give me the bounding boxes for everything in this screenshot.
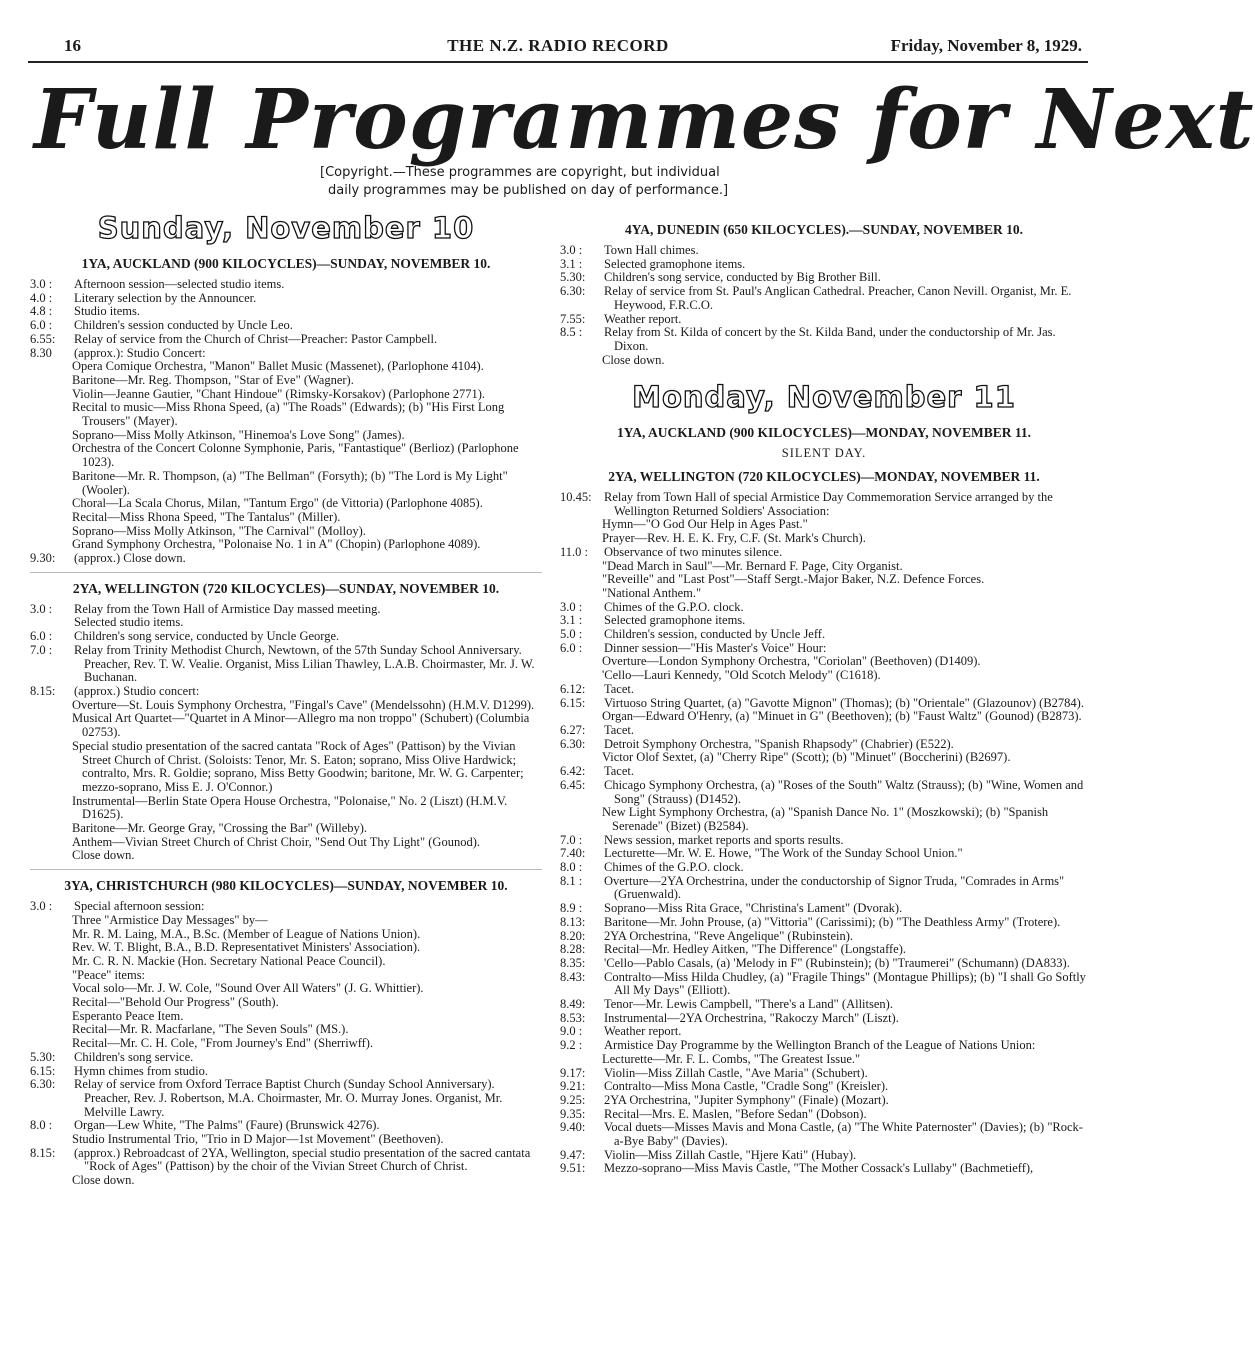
entry-time: 6.30: [560, 284, 586, 299]
entry-text: 'Cello—Pablo Casals, (a) 'Melody in F" (Rubinstein); (b) "Traumerei" (Schumann) (DA833). [604, 955, 1070, 970]
program-item: Close down. [72, 848, 135, 863]
entry-time: 9.30: [30, 551, 56, 566]
entry-time: 5.30: [560, 270, 586, 285]
program-entry [560, 683, 1088, 697]
entry-time: 9.35: [560, 1106, 586, 1121]
program-entry [30, 552, 542, 566]
headline: Full Programmes for Next [34, 72, 1255, 168]
entry-text: Chimes of the G.P.O. clock. [604, 860, 744, 875]
entry-time: 3.0 : [30, 277, 53, 291]
entry-text: Relay from Trinity Methodist Church, Newtown, of the 57th Sunday School Anniversary. Preacher, Rev. T. W. Vealie. Organist, Miss Lilian Thawley, L.A.B. Choirmaster, Mr. J. W. Buchanan. [74, 642, 535, 685]
entry-time: 8.30 [30, 345, 52, 360]
entry-time: 6.45: [560, 777, 586, 792]
entry-time: 3.0 : [30, 601, 53, 616]
page-number: 16 [64, 36, 81, 55]
program-item: Mr. R. M. Laing, M.A., B.Sc. (Member of League of Nations Union). [72, 926, 421, 941]
program-entry [560, 1094, 1088, 1108]
program-entry [560, 779, 1088, 806]
program-entry [560, 834, 1088, 848]
entry-time: 8.5 : [560, 325, 583, 340]
entry-time: 6.27: [560, 722, 586, 737]
copyright-notice [320, 164, 820, 200]
program-entry [560, 1067, 1088, 1081]
entry-time: 6.0 : [560, 640, 583, 655]
program-entry [560, 271, 1088, 285]
program-entry [560, 1121, 1088, 1148]
program-entry [560, 628, 1088, 642]
entry-text: (approx.) Studio concert: [74, 683, 200, 698]
program-entry [560, 697, 1088, 711]
entry-time: 8.0 : [560, 860, 583, 875]
entry-time: 8.13: [560, 914, 586, 929]
entry-text: Weather report. [604, 311, 682, 326]
program-entry [560, 1025, 1088, 1039]
program-item: Rev. W. T. Blight, B.A., B.D. Representativet Ministers' Association). [72, 940, 421, 955]
program-item: Organ—Edward O'Henry, (a) "Minuet in G" (Beethoven); (b) "Faust Waltz" (Gounod) (B2873). [602, 709, 1082, 724]
program-entry [560, 258, 1088, 272]
entry-time: 8.49: [560, 997, 586, 1012]
issue-date: Friday, November 8, 1929. [890, 36, 1082, 55]
entry-text: 2YA Orchestrina, "Reve Angelique" (Rubinstein). [604, 928, 854, 943]
program-item: New Light Symphony Orchestra, (a) "Spanish Dance No. 1" (Moszkowski); (b) "Spanish Serenade" (Bizet) (B2584). [602, 805, 1049, 833]
program-item: Hymn—"O God Our Help in Ages Past." [602, 517, 808, 532]
entry-time: 6.0 : [30, 629, 53, 644]
section-rule [30, 572, 542, 573]
entry-text: Instrumental—2YA Orchestrina, "Rakoczy March" (Liszt). [604, 1010, 899, 1025]
entry-time: 6.12: [560, 681, 586, 696]
program-entry [30, 1078, 542, 1119]
program-item: Opera Comique Orchestra, "Manon" Ballet Music (Massenet), (Parlophone 4104). [72, 359, 484, 374]
silent-day-note: SILENT DAY. [781, 446, 867, 461]
program-entry [560, 930, 1088, 944]
entry-text: Overture—2YA Orchestrina, under the conductorship of Signor Truda, "Comrades in Arms" (Gruenwald). [604, 873, 1065, 902]
entry-time: 10.45: [560, 490, 592, 505]
entry-text: Selected gramophone items. [604, 256, 746, 271]
program-item: "National Anthem." [602, 585, 702, 600]
program-entry [30, 644, 542, 685]
program-entry [560, 957, 1088, 971]
entry-text: Chicago Symphony Orchestra, (a) "Roses of the South" Waltz (Strauss); (b) "Wine, Women and Song" (Strauss) (D1452). [604, 777, 1084, 806]
entry-text: Recital—Mr. Hedley Aitken, "The Difference" (Longstaffe). [604, 942, 907, 957]
program-entry [560, 1080, 1088, 1094]
entry-text: Baritone—Mr. John Prouse, (a) "Vittoria" (Carissimi); (b) "The Deathless Army" (Trotere). [604, 914, 1061, 929]
entry-text: Organ—Lew White, "The Palms" (Faure) (Brunswick 4276). [74, 1118, 380, 1133]
entry-time: 9.0 : [560, 1024, 583, 1039]
station-heading: 4YA, DUNEDIN (650 KILOCYCLES).—SUNDAY, NOVEMBER 10. [625, 222, 1023, 237]
program-item: "Dead March in Saul"—Mr. Bernard F. Page, City Organist. [602, 558, 903, 573]
program-entry [30, 685, 542, 699]
entry-time: 8.53: [560, 1010, 586, 1025]
entry-time: 4.0 : [30, 290, 53, 305]
section-rule [30, 869, 542, 870]
program-entry [30, 630, 542, 644]
program-entry [30, 292, 542, 306]
entry-time: 6.55: [30, 331, 56, 346]
program-entry [560, 1162, 1088, 1176]
entry-text: Lecturette—Mr. W. E. Howe, "The Work of the Sunday School Union." [604, 846, 963, 861]
program-item: Violin—Jeanne Gautier, "Chant Hindoue" (Rimsky-Korsakov) (Parlophone 2771). [72, 386, 486, 401]
program-entry [30, 1065, 542, 1079]
program-item: Close down. [602, 352, 665, 367]
entry-time: 9.25: [560, 1092, 586, 1107]
entry-text: Selected gramophone items. [604, 613, 746, 628]
entry-time: 3.0 : [560, 243, 583, 257]
program-item: Overture—St. Louis Symphony Orchestra, "Fingal's Cave" (Mendelssohn) (H.M.V. D1299). [72, 697, 535, 712]
entry-text: Literary selection by the Announcer. [74, 290, 257, 305]
entry-text: Children's song service, conducted by Uncle George. [74, 629, 340, 644]
station-heading: 2YA, WELLINGTON (720 KILOCYCLES)—MONDAY, NOVEMBER 11. [608, 469, 1040, 485]
entry-text: Mezzo-soprano—Miss Mavis Castle, "The Mother Cossack's Lullaby" (Bachmetieff), [604, 1161, 1034, 1176]
entry-text: Soprano—Miss Rita Grace, "Christina's Lament" (Dvorak). [604, 901, 903, 916]
entry-time: 8.1 : [560, 873, 583, 888]
entry-text: Contralto—Miss Hilda Chudley, (a) "Fragile Things" (Montague Phillips); (b) "I shall Go Softly All My Days" (Elliott). [604, 969, 1086, 998]
program-item: Studio Instrumental Trio, "Trio in D Major—1st Movement" (Beethoven). [72, 1132, 444, 1147]
entry-text: Relay of service from the Church of Christ—Preacher: Pastor Campbell. [74, 331, 438, 346]
entry-time: 6.15: [560, 695, 586, 710]
entry-time [30, 616, 74, 630]
program-entry [560, 244, 1088, 258]
program-entry [560, 902, 1088, 916]
program-entry [560, 642, 1088, 656]
program-entry [30, 900, 542, 914]
entry-time: 8.9 : [560, 901, 583, 916]
program-item: "Peace" items: [72, 967, 146, 982]
entry-time: 3.0 : [560, 599, 583, 614]
entry-text: Afternoon session—selected studio items. [74, 277, 285, 291]
program-entry [560, 998, 1088, 1012]
program-item: Recital—Mr. C. H. Cole, "From Journey's End" (Sherriwff). [72, 1036, 374, 1051]
station-heading: 1YA, AUCKLAND (900 KILOCYCLES)—SUNDAY, NOVEMBER 10. [81, 256, 491, 271]
station-heading: 2YA, WELLINGTON (720 KILOCYCLES)—SUNDAY, NOVEMBER 10. [72, 580, 500, 596]
page-header [28, 36, 1088, 58]
entry-time: 7.0 : [30, 642, 53, 657]
program-item: Esperanto Peace Item. [72, 1008, 184, 1023]
entry-time: 9.47: [560, 1147, 586, 1162]
entry-time: 6.30: [30, 1077, 56, 1092]
program-entry [560, 971, 1088, 998]
entry-time: 7.40: [560, 846, 586, 861]
program-item: Musical Art Quartet—"Quartet in A Minor—Allegro ma non troppo" (Schubert) (Columbia 02753). [72, 711, 530, 740]
program-entry [560, 847, 1088, 861]
program-entry [560, 875, 1088, 902]
entry-text: Children's song service. [74, 1049, 194, 1064]
entry-text: Weather report. [604, 1024, 682, 1039]
program-item: Lecturette—Mr. F. L. Combs, "The Greatest Issue." [602, 1051, 861, 1066]
program-entry [560, 861, 1088, 875]
program-item: "Reveille" and "Last Post"—Staff Sergt.-Major Baker, N.Z. Defence Forces. [602, 572, 985, 587]
program-item: Recital—Mr. R. Macfarlane, "The Seven Souls" (MS.). [72, 1022, 349, 1037]
program-item: Recital to music—Miss Rhona Speed, (a) "The Roads" (Edwards); (b) "His First Long Trousers" (Mayer). [72, 400, 505, 429]
entry-time: 3.1 : [560, 256, 583, 271]
entry-text: Observance of two minutes silence. [604, 544, 783, 559]
program-item: Baritone—Mr. George Gray, "Crossing the Bar" (Willeby). [72, 821, 368, 836]
entry-time: 6.0 : [30, 318, 53, 333]
entry-text: Town Hall chimes. [604, 243, 699, 257]
right-column [560, 214, 1088, 1176]
entry-time: 4.8 : [30, 304, 53, 319]
program-item: 'Cello—Lauri Kennedy, "Old Scotch Melody" (C1618). [602, 668, 881, 683]
entry-text: Chimes of the G.P.O. clock. [604, 599, 744, 614]
program-item: Recital—"Behold Our Progress" (South). [72, 995, 279, 1010]
program-item: Prayer—Rev. H. E. K. Fry, C.F. (St. Mark's Church). [602, 531, 866, 546]
entry-time: 9.51: [560, 1161, 586, 1176]
program-entry [560, 1108, 1088, 1122]
program-item: Mr. C. R. N. Mackie (Hon. Secretary National Peace Council). [72, 953, 386, 968]
program-entry [560, 1149, 1088, 1163]
station-heading: 1YA, AUCKLAND (900 KILOCYCLES)—MONDAY, NOVEMBER 11. [616, 425, 1032, 441]
program-entry [30, 616, 542, 630]
day-heading: Sunday, November 10 [97, 211, 475, 245]
copyright-line: [Copyright.—These programmes are copyright, but individual [320, 165, 720, 180]
program-entry [560, 1039, 1088, 1053]
entry-text: Tacet. [604, 722, 635, 737]
entry-text: Dinner session—"His Master's Voice" Hour: [604, 640, 827, 655]
program-entry [560, 765, 1088, 779]
program-entry [560, 601, 1088, 615]
program-entry [30, 603, 542, 617]
entry-text: Virtuoso String Quartet, (a) "Gavotte Mignon" (Thomas); (b) "Orientale" (Glazounov) (B2784). [604, 695, 1084, 710]
program-item: Overture—London Symphony Orchestra, "Coriolan" (Beethoven) (D1409). [602, 654, 981, 669]
program-entry [560, 724, 1088, 738]
program-item: Recital—Miss Rhona Speed, "The Tantalus" (Miller). [72, 509, 341, 524]
program-item: Vocal solo—Mr. J. W. Cole, "Sound Over All Waters" (J. G. Whittier). [72, 981, 424, 996]
header-rule [28, 61, 1088, 63]
entry-text: Contralto—Miss Mona Castle, "Cradle Song" (Kreisler). [604, 1079, 889, 1094]
program-entry [30, 278, 542, 292]
program-item: Close down. [72, 1173, 135, 1188]
program-item: Three "Armistice Day Messages" by— [72, 912, 268, 927]
left-column [30, 208, 542, 1188]
entry-time: 8.20: [560, 928, 586, 943]
entry-text: (approx.) Close down. [74, 551, 186, 566]
entry-text: Detroit Symphony Orchestra, "Spanish Rhapsody" (Chabrier) (E522). [604, 736, 954, 751]
entry-time: 9.21: [560, 1079, 586, 1094]
program-entry [30, 319, 542, 333]
program-item: Soprano—Miss Molly Atkinson, "Hinemoa's Love Song" (James). [72, 427, 405, 442]
entry-text: Children's session conducted by Uncle Leo. [74, 318, 293, 333]
entry-text: Relay from the Town Hall of Armistice Day massed meeting. [74, 601, 381, 616]
entry-time: 6.15: [30, 1063, 56, 1078]
entry-text: Children's session, conducted by Uncle Jeff. [604, 627, 826, 642]
entry-time: 6.30: [560, 736, 586, 751]
program-entry [30, 1119, 542, 1133]
spacer [560, 367, 1088, 377]
program-entry [560, 943, 1088, 957]
entry-text: Relay from Town Hall of special Armistice Day Commemoration Service arranged by the Wellington Returned Soldiers' Association: [604, 490, 1053, 518]
program-entry [560, 285, 1088, 312]
entry-text: Hymn chimes from studio. [74, 1063, 209, 1078]
entry-time: 8.15: [30, 1145, 56, 1160]
entry-text: Studio items. [74, 304, 140, 319]
entry-text: News session, market reports and sports results. [604, 832, 844, 847]
entry-time: 3.1 : [560, 613, 583, 628]
entry-time: 9.17: [560, 1065, 586, 1080]
entry-text: (approx.) Rebroadcast of 2YA, Wellington, special studio presentation of the sacred cantata "Rock of Ages" (Pattison) by the choir of the Vivian Street Church of Christ. [74, 1145, 531, 1174]
entry-text: Armistice Day Programme by the Wellington Branch of the League of Nations Union: [604, 1038, 1036, 1053]
day-heading: Monday, November 11 [632, 380, 1016, 415]
entry-time: 9.40: [560, 1120, 586, 1135]
program-item: Baritone—Mr. R. Thompson, (a) "The Bellman" (Forsyth); (b) "The Lord is My Light" (Wooler). [72, 468, 508, 497]
entry-text: Violin—Miss Zillah Castle, "Ave Maria" (Schubert). [604, 1065, 868, 1080]
program-entry [30, 1051, 542, 1065]
entry-text: 2YA Orchestrina, "Jupiter Symphony" (Finale) (Mozart). [604, 1092, 889, 1107]
program-entry [560, 313, 1088, 327]
program-entry [30, 305, 542, 319]
entry-time: 8.35: [560, 955, 586, 970]
program-item: Anthem—Vivian Street Church of Christ Choir, "Send Out Thy Light" (Gounod). [72, 834, 480, 849]
entry-time: 9.2 : [560, 1038, 583, 1053]
entry-text: Violin—Miss Zillah Castle, "Hjere Kati" (Hubay). [604, 1147, 857, 1162]
entry-time: 5.0 : [560, 627, 583, 642]
program-entry [560, 326, 1088, 353]
entry-text: (approx.): Studio Concert: [74, 345, 206, 360]
entry-time: 3.0 : [30, 899, 53, 914]
entry-time: 11.0 : [560, 544, 589, 559]
entry-text: Tacet. [604, 681, 635, 696]
program-item: Instrumental—Berlin State Opera House Orchestra, "Polonaise," No. 2 (Liszt) (H.M.V. D1625). [72, 793, 508, 822]
program-entry [560, 491, 1088, 518]
publication-title: THE N.Z. RADIO RECORD [447, 36, 669, 55]
program-item: Baritone—Mr. Reg. Thompson, "Star of Eve" (Wagner). [72, 372, 354, 387]
entry-time: 8.0 : [30, 1118, 53, 1133]
entry-time: 8.28: [560, 942, 586, 957]
entry-text: Relay of service from St. Paul's Anglican Cathedral. Preacher, Canon Nevill. Organist, Mr. E. Heywood, F.R.C.O. [604, 284, 1072, 312]
entry-time: 8.15: [30, 683, 56, 698]
program-item: Choral—La Scala Chorus, Milan, "Tantum Ergo" (de Vittoria) (Parlophone 4085). [72, 496, 483, 511]
entry-text: Vocal duets—Misses Mavis and Mona Castle, (a) "The White Paternoster" (Davies); (b) "Rock-a-Bye Baby" (Davies). [604, 1120, 1083, 1149]
entry-time: 7.55: [560, 311, 586, 326]
program-entry [560, 546, 1088, 560]
entry-text: Special afternoon session: [74, 899, 205, 914]
entry-text: Relay from St. Kilda of concert by the St. Kilda Band, under the conductorship of Mr. Jas. Dixon. [604, 325, 1056, 353]
program-entry [30, 1147, 542, 1174]
program-entry [30, 347, 542, 361]
program-item: Grand Symphony Orchestra, "Polonaise No. 1 in A" (Chopin) (Parlophone 4089). [72, 537, 481, 552]
program-item: Victor Olof Sextet, (a) "Cherry Ripe" (Scott); (b) "Minuet" (Boccherini) (B2697). [602, 750, 1011, 765]
entry-text: Tenor—Mr. Lewis Campbell, "There's a Land" (Allitsen). [604, 997, 893, 1012]
program-item: Orchestra of the Concert Colonne Symphonie, Paris, "Fantastique" (Berlioz) (Parlophone 1023). [72, 441, 519, 470]
entry-time: 7.0 : [560, 832, 583, 847]
entry-text: Tacet. [604, 764, 635, 779]
program-entry [30, 333, 542, 347]
copyright-line: daily programmes may be published on day of performance.] [328, 183, 729, 198]
entry-text: Selected studio items. [74, 615, 184, 630]
program-entry [560, 614, 1088, 628]
program-entry [560, 916, 1088, 930]
entry-text: Recital—Mrs. E. Maslen, "Before Sedan" (Dobson). [604, 1106, 867, 1121]
program-entry [560, 738, 1088, 752]
program-item: Soprano—Miss Molly Atkinson, "The Carnival" (Molloy). [72, 523, 366, 538]
entry-time: 6.42: [560, 764, 586, 779]
program-entry [560, 1012, 1088, 1026]
entry-time: 8.43: [560, 969, 586, 984]
program-item: Special studio presentation of the sacred cantata "Rock of Ages" (Pattison) by the Vivian Street Church of Christ. (Soloists: Tenor, Mr. S. Eaton; soprano, Miss Olive Hardwick; contralto, Mrs. R. Goldie; soprano, Miss Betty Goodwin; baritone, Mr. W. G. Carpenter; mezzo-soprano, Miss E. J. O'Connor.) [72, 738, 524, 794]
entry-time: 5.30: [30, 1049, 56, 1064]
entry-text: Relay of service from Oxford Terrace Baptist Church (Sunday School Anniversary). Preacher, Rev. J. Robertson, M.A. Choirmaster, Mr. O. Murray Jones. Organist, Mr. Melville Lawry. [74, 1077, 503, 1119]
entry-text: Children's song service, conducted by Big Brother Bill. [604, 270, 881, 285]
station-heading: 3YA, CHRISTCHURCH (980 KILOCYCLES)—SUNDAY, NOVEMBER 10. [64, 878, 508, 894]
